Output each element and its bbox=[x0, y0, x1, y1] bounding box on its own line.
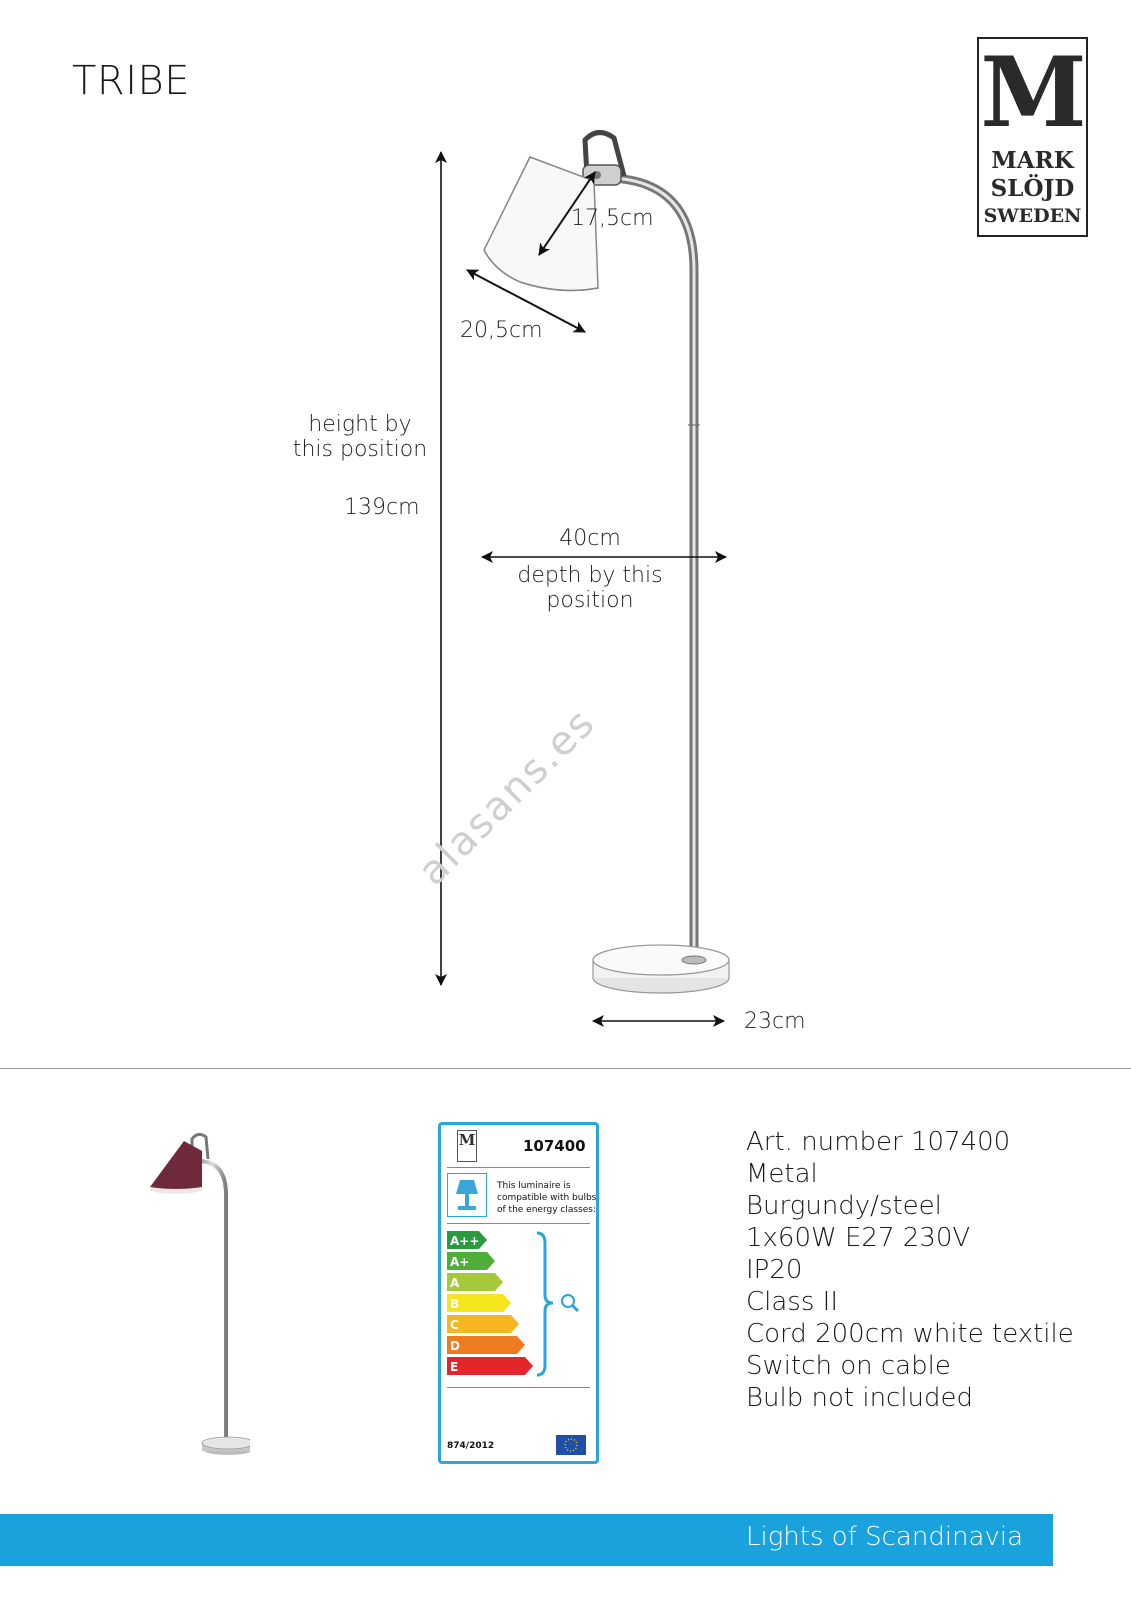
depth-label bbox=[500, 563, 680, 613]
lamp-base bbox=[593, 945, 729, 993]
section-divider bbox=[0, 1068, 1131, 1069]
spec-switch: Switch on cable bbox=[746, 1351, 951, 1381]
height-value: 139cm bbox=[344, 495, 420, 520]
spec-article-number: Art. number 107400 bbox=[746, 1127, 1011, 1157]
energy-label-rule-3 bbox=[447, 1387, 590, 1388]
product-photo bbox=[140, 1125, 250, 1465]
energy-class-e bbox=[447, 1357, 533, 1375]
lamp-symbol-icon bbox=[447, 1173, 487, 1217]
footer-tagline: Lights of Scandinavia bbox=[745, 1522, 1023, 1552]
energy-class-scale bbox=[447, 1229, 595, 1379]
svg-text:C: C bbox=[450, 1318, 459, 1332]
energy-label-rule-2 bbox=[447, 1223, 590, 1224]
energy-label-text: This luminaire is compatible with bulbs of the energy classes: bbox=[497, 1181, 597, 1215]
energy-label-article-number: 107400 bbox=[523, 1137, 586, 1155]
logo-monogram: M bbox=[980, 36, 1085, 149]
eu-flag-icon bbox=[556, 1435, 586, 1455]
energy-label-rule bbox=[447, 1167, 590, 1168]
energy-class-a-plus bbox=[447, 1252, 495, 1270]
svg-text:B: B bbox=[450, 1297, 460, 1311]
watermark: alasans.es bbox=[409, 699, 605, 895]
shade-diameter-label: 20,5cm bbox=[460, 318, 543, 343]
spec-ip-rating: IP20 bbox=[746, 1255, 803, 1285]
energy-label bbox=[438, 1122, 599, 1464]
depth-value: 40cm bbox=[559, 526, 621, 551]
energy-class-d bbox=[447, 1336, 525, 1354]
product-title: TRIBE bbox=[72, 58, 190, 104]
logo-line-sweden: SWEDEN bbox=[983, 205, 1082, 227]
spec-material: Metal bbox=[746, 1159, 818, 1189]
svg-text:D: D bbox=[450, 1339, 460, 1353]
svg-text:A++: A++ bbox=[450, 1234, 480, 1248]
energy-class-c bbox=[447, 1315, 519, 1333]
spec-class: Class II bbox=[746, 1287, 839, 1317]
energy-class-a-plus-plus bbox=[447, 1231, 487, 1249]
spec-cord: Cord 200cm white textile bbox=[746, 1319, 1074, 1349]
depth-label-line2: position bbox=[546, 588, 634, 613]
height-label-line1: height by bbox=[308, 412, 412, 437]
spec-bulb-note: Bulb not included bbox=[746, 1383, 974, 1413]
logo-line-mark: MARK bbox=[991, 147, 1074, 174]
height-label-line2: this position bbox=[292, 437, 428, 462]
energy-class-b bbox=[447, 1294, 511, 1312]
footer-banner bbox=[0, 1514, 1053, 1566]
svg-text:A+: A+ bbox=[450, 1255, 470, 1269]
svg-text:E: E bbox=[450, 1360, 459, 1374]
svg-text:A: A bbox=[450, 1276, 460, 1290]
logo-line-slojd: SLÖJD bbox=[990, 175, 1075, 202]
spec-color: Burgundy/steel bbox=[746, 1191, 942, 1221]
spec-bulb: 1x60W E27 230V bbox=[746, 1223, 971, 1253]
depth-label-line1: depth by this bbox=[517, 563, 663, 588]
energy-label-logo: M bbox=[457, 1130, 477, 1162]
energy-class-a bbox=[447, 1273, 503, 1291]
product-specs bbox=[746, 1126, 1074, 1414]
shade-height-label: 17,5cm bbox=[571, 206, 654, 231]
base-diameter-label: 23cm bbox=[744, 1009, 806, 1034]
bulb-icon bbox=[562, 1295, 578, 1311]
height-label bbox=[280, 412, 440, 462]
class-range-bracket bbox=[537, 1233, 553, 1375]
energy-regulation-number: 874/2012 bbox=[447, 1441, 495, 1451]
